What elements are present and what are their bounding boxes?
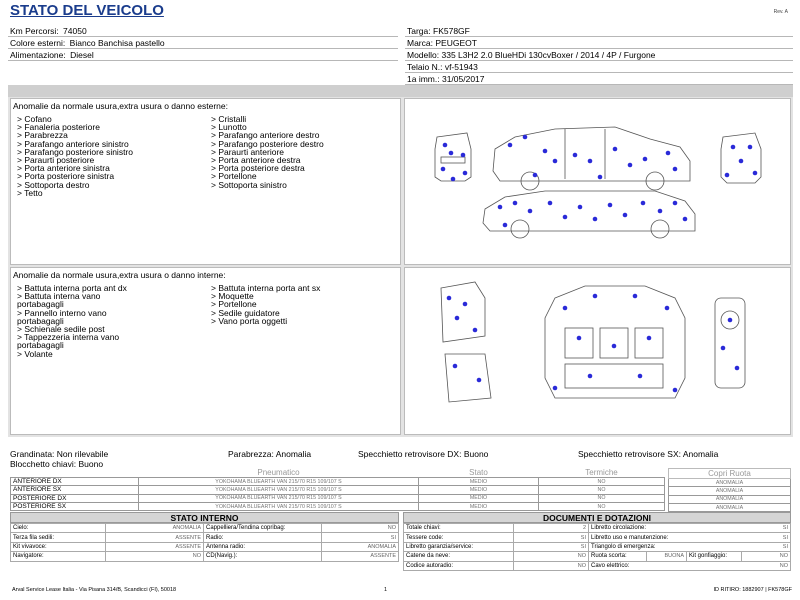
list-item: > Tappezzeria interna vano	[17, 332, 120, 343]
damage-dot	[548, 201, 553, 206]
damage-dot	[578, 205, 583, 210]
list-item: > Porta posteriore destra	[211, 163, 305, 174]
damage-dot	[739, 159, 744, 164]
damage-dot	[593, 217, 598, 222]
page-title: STATO DEL VEICOLO	[10, 2, 164, 19]
damage-dot	[508, 143, 513, 148]
list-item: > Portellone	[211, 299, 257, 310]
damage-dot	[658, 209, 663, 214]
damage-dot	[608, 203, 613, 208]
table-row: Catene da neve: NO Ruota scorta: BUONA Kit gonfiaggio: NO	[404, 552, 791, 561]
damage-dot	[447, 296, 452, 301]
wheel-cover-header: Copri Ruota	[669, 469, 791, 479]
damage-dot	[449, 151, 454, 156]
damage-dot	[721, 346, 726, 351]
damage-dot	[477, 378, 482, 383]
internal-list-col1	[17, 284, 127, 358]
model-value: 335 L3H2 2.0 BlueHDi 130cvBoxer / 2014 / 4P / Furgone	[441, 50, 656, 60]
damage-dot	[533, 173, 538, 178]
list-item: > Sottoporta destro	[17, 179, 90, 190]
damage-dot	[641, 201, 646, 206]
grey-separator	[8, 85, 793, 97]
list-item: > Pannello interno vano	[17, 307, 107, 318]
damage-dot	[588, 159, 593, 164]
documents-table	[403, 523, 791, 571]
list-item: > Volante	[17, 348, 53, 359]
damage-dot	[461, 153, 466, 158]
list-item: > Lunotto	[211, 122, 247, 133]
damage-dot	[735, 366, 740, 371]
interior-cabin-view	[545, 286, 685, 398]
damage-dot	[577, 336, 582, 341]
table-row: Terza fila sedili: ASSENTE Radio: SI	[11, 533, 399, 542]
damage-dot	[588, 374, 593, 379]
damage-dot	[503, 223, 508, 228]
list-item: > Paraurti posteriore	[17, 155, 95, 166]
list-item: > Parabrezza	[17, 130, 68, 141]
damage-dot	[665, 306, 670, 311]
list-item: > Sottoporta sinistro	[211, 179, 287, 190]
list-item: > Porta anteriore destra	[211, 155, 301, 166]
damage-dot	[683, 217, 688, 222]
internal-damage-title: Anomalie da normale usura,extra usura o danno interne:	[13, 270, 226, 280]
brand-row: Marca: PEUGEOT	[405, 37, 793, 49]
table-row: Kit vivavoce: ASSENTE Antenna radio: ANOMALIA	[11, 542, 399, 551]
tyres-table	[10, 468, 665, 511]
damage-dot	[553, 386, 558, 391]
list-item: > Schienale sedile post	[17, 324, 105, 335]
damage-dot	[647, 336, 652, 341]
fuel-row: Alimentazione: Diesel	[8, 49, 398, 61]
damage-dot	[725, 173, 730, 178]
list-item: > Cofano	[17, 114, 52, 124]
damage-dot	[441, 167, 446, 172]
windshield-status: Parabrezza: Anomalia	[228, 449, 312, 459]
list-item: > Sedile guidatore	[211, 307, 280, 318]
damage-dot	[451, 177, 456, 182]
damage-dot	[463, 171, 468, 176]
brand-value: PEUGEOT	[435, 38, 477, 48]
registration-value: 31/05/2017	[441, 74, 485, 84]
list-item: > Porta anteriore sinistra	[17, 163, 110, 174]
color-row: Colore esterni: Bianco Banchisa pastello	[8, 37, 398, 49]
list-item: > Vano porta oggetti	[211, 315, 288, 326]
damage-dot	[563, 215, 568, 220]
revision-label: Rev. A	[773, 9, 788, 15]
documents-header: DOCUMENTI E DOTAZIONI	[403, 512, 791, 523]
plate-row: Targa: FK578GF	[405, 25, 793, 37]
list-item: > Battuta interna porta ant dx	[17, 283, 127, 293]
table-row: Totale chiavi: 2 Libretto circolazione: SI	[404, 524, 791, 533]
list-item: > Cristalli	[211, 114, 247, 124]
external-damage-panel	[10, 98, 401, 265]
damage-dot	[728, 318, 733, 323]
list-item: > Battuta interna vano	[17, 291, 101, 302]
damage-dot	[623, 213, 628, 218]
damage-dot	[498, 205, 503, 210]
table-row: POSTERIORE SX YOKOHAMA BLUEARTH VAN 215/70 R15 109/107 S MEDIO NO	[11, 502, 665, 510]
internal-state-header: STATO INTERNO	[10, 512, 399, 523]
damage-dot	[523, 135, 528, 140]
hail-status: Grandinata: Non rilevabile	[10, 449, 109, 459]
damage-dot	[598, 175, 603, 180]
condition-summary	[10, 450, 795, 469]
damage-dot	[731, 145, 736, 150]
table-header-row	[11, 468, 665, 478]
page-number: 1	[384, 587, 388, 593]
damage-dot	[638, 374, 643, 379]
damage-dot	[753, 171, 758, 176]
chassis-value: vf-51943	[444, 62, 478, 72]
damage-dot	[612, 344, 617, 349]
table-row: Cielo: ANOMALIA Cappelliera/Tendina copribag: NO	[11, 524, 399, 533]
list-item: > Battuta interna porta ant sx	[211, 283, 321, 293]
damage-dot	[463, 302, 468, 307]
table-row: POSTERIORE DX YOKOHAMA BLUEARTH VAN 215/70 R15 109/107 S MEDIO NO	[11, 494, 665, 502]
internal-damage-panel	[10, 267, 401, 435]
van-bottom-view	[483, 191, 695, 238]
state-header: Stato	[419, 468, 539, 478]
km-row: Km Percorsi: 74050	[8, 25, 398, 37]
damage-dot	[633, 294, 638, 299]
list-item: portabagagli	[17, 299, 64, 310]
fuel-value: Diesel	[70, 50, 94, 60]
list-item: > Paraurti anteriore	[211, 146, 284, 157]
list-item: > Moquette	[211, 291, 254, 302]
list-item: > Parafango anteriore sinistro	[17, 138, 129, 149]
model-row: Modello: 335 L3H2 2.0 BlueHDi 130cvBoxer / 2014 / 4P / Furgone	[405, 49, 793, 61]
key-block-status: Blocchetto chiavi: Buono	[10, 458, 104, 469]
registration-row: 1a imm.: 31/05/2017	[405, 73, 793, 85]
internal-list-col2	[211, 284, 320, 325]
mirror-sx-status: Specchietto retrovisore SX: Anomalia	[578, 449, 719, 459]
external-list-col1	[17, 115, 133, 197]
external-damage-title: Anomalie da normale usura,extra usura o danno esterne:	[13, 101, 228, 111]
internal-car-diagram	[404, 267, 791, 435]
table-row: Codice autoradio: NO Cavo elettrico: NO	[404, 561, 791, 570]
table-row: Navigatore: NO CD(Navig.): ASSENTE	[11, 552, 399, 561]
pickup-id: ID RITIRO: 1882907 | FK578GF	[713, 587, 792, 593]
damage-dot	[748, 145, 753, 150]
list-item: portabagagli	[17, 340, 64, 351]
van-side-view	[493, 127, 690, 190]
damage-dot	[455, 316, 460, 321]
damage-dot	[573, 153, 578, 158]
damage-dot	[643, 157, 648, 162]
external-list-col2	[211, 115, 324, 189]
list-item: > Portellone	[211, 171, 257, 182]
damage-dot	[543, 149, 548, 154]
mirror-dx-status: Specchietto retrovisore DX: Buono	[358, 449, 489, 459]
list-item: > Tetto	[17, 187, 43, 198]
vehicle-info-left	[8, 25, 398, 61]
damage-dot	[666, 151, 671, 156]
table-row: Tessere code: SI Libretto uso e manutenzione: SI	[404, 533, 791, 542]
table-row: Libretto garanzia/service: SI Triangolo di emergenza: SI	[404, 542, 791, 551]
damage-dot	[513, 201, 518, 206]
list-item: > Parafango posteriore destro	[211, 138, 324, 149]
list-item: > Parafango posteriore sinistro	[17, 146, 133, 157]
list-item: > Parafango anteriore destro	[211, 130, 320, 141]
damage-dot	[453, 364, 458, 369]
plate-value: FK578GF	[433, 26, 470, 36]
list-item: > Fanaleria posteriore	[17, 122, 100, 133]
damage-dot	[443, 143, 448, 148]
wheel-cover-table: Copri Ruota ANOMALIA ANOMALIA ANOMALIA ANOMALIA	[668, 468, 791, 512]
damage-dot	[553, 159, 558, 164]
chassis-row: Telaio N.: vf-51943	[405, 61, 793, 73]
damage-dot	[593, 294, 598, 299]
damage-dot	[673, 201, 678, 206]
vehicle-info-right	[405, 25, 793, 85]
list-item: portabagagli	[17, 315, 64, 326]
damage-dot	[473, 328, 478, 333]
thermal-header: Termiche	[539, 468, 665, 478]
damage-dot	[528, 209, 533, 214]
km-value: 74050	[63, 26, 87, 36]
internal-state-table	[10, 523, 399, 562]
page-footer	[12, 587, 792, 593]
damage-dot	[673, 167, 678, 172]
company-address: Arval Service Lease Italia - Via Pisana 314/B, Scandicci (FI), 50018	[12, 587, 177, 593]
table-row: ANTERIORE SX YOKOHAMA BLUEARTH VAN 215/70 R15 109/107 S MEDIO NO	[11, 486, 665, 494]
interior-steering-view	[715, 298, 745, 388]
damage-dot	[563, 306, 568, 311]
list-item: > Porta posteriore sinistra	[17, 171, 115, 182]
external-car-diagram	[404, 98, 791, 265]
table-row: ANTERIORE DX YOKOHAMA BLUEARTH VAN 215/70 R15 109/107 S MEDIO NO	[11, 478, 665, 486]
color-value: Bianco Banchisa pastello	[69, 38, 165, 48]
damage-dot	[613, 147, 618, 152]
van-interior-diagram	[405, 268, 790, 434]
damage-dot	[628, 163, 633, 168]
tyre-header: Pneumatico	[139, 468, 419, 478]
van-exterior-diagram	[405, 99, 790, 264]
damage-dot	[673, 388, 678, 393]
